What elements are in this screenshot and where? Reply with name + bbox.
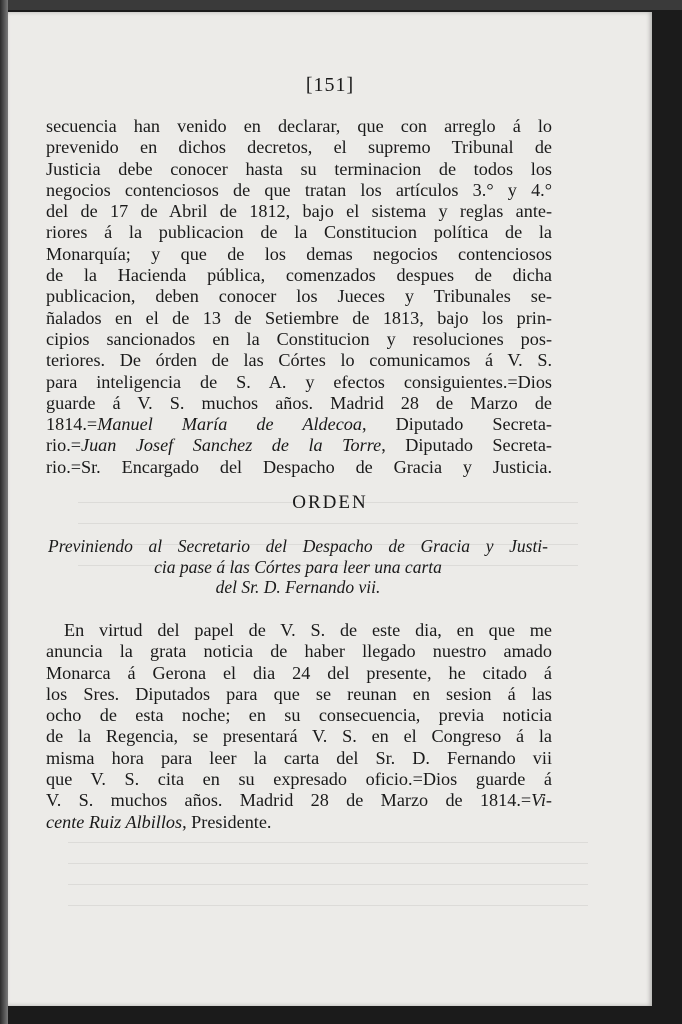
subtitle-line: Previniendo al Secretario del Despacho de Gracia y Justi- — [48, 536, 548, 556]
text-line: Monarquía; y que de los demas negocios contenciosos — [46, 243, 552, 264]
text-line: que V. S. cita en su expresado oficio.=Dios guarde á — [46, 769, 552, 790]
date-text: V. S. muchos años. Madrid 28 de Marzo de 1814.= — [46, 790, 532, 811]
subtitle-line: cia pase á las Córtes para leer una carta — [154, 556, 442, 577]
scan-border-left — [0, 0, 8, 1024]
signatory-title: , Diputado Secreta- — [361, 414, 552, 435]
text-line: teriores. De órden de las Córtes lo comunicamos á V. S. — [46, 350, 552, 371]
signatory-title: , Presidente. — [182, 811, 272, 832]
bleed-through-shadow-lower — [68, 822, 588, 932]
paragraph-2 — [46, 620, 552, 833]
signature-prefix: rio.= — [46, 435, 82, 456]
text-line: anuncia la grata noticia de haber llegado nuestro amado — [46, 641, 552, 662]
text-line: riores á la publicacion de la Constitucion política de la — [46, 222, 552, 243]
signatory-name-part: Vi- — [531, 790, 552, 811]
text-line: En virtud del papel de V. S. de este dia, en que me — [64, 620, 552, 640]
text-line: de la Hacienda pública, comenzados despues de dicha — [46, 265, 552, 286]
signature-line — [46, 435, 552, 456]
text-line: negocios contenciosos de que tratan los artículos 3.° y 4.° — [46, 179, 552, 200]
text-line: misma hora para leer la carta del Sr. D. Fernando vii — [46, 747, 552, 768]
signatory-name: Manuel María de Aldecoa — [97, 414, 362, 435]
signatory-name-part: cente Ruiz Albillos — [46, 811, 183, 832]
scan-border-top — [0, 0, 682, 10]
signature-line — [46, 790, 552, 811]
signature-line — [46, 812, 552, 833]
text-line: ocho de esta noche; en su consecuencia, previa noticia — [46, 705, 552, 726]
text-line: para inteligencia de S. A. y efectos consiguientes.=Dios — [46, 371, 552, 392]
signature-prefix: 1814.= — [46, 414, 98, 435]
addressee-line: rio.=Sr. Encargado del Despacho de Gracia y Justicia. — [46, 456, 552, 477]
signatory-name: Juan Josef Sanchez de la Torre — [81, 435, 382, 456]
text-line: prevenido en dichos decretos, el supremo Tribunal de — [46, 137, 552, 158]
signatory-title: , Diputado Secreta- — [381, 435, 552, 456]
text-line: secuencia han venido en declarar, que con arreglo á lo — [46, 116, 552, 136]
page-number: [151] — [305, 74, 355, 96]
text-line: de la Regencia, se presentará V. S. en el Congreso á la — [46, 726, 552, 747]
text-line: los Sres. Diputados para que se reunan en sesion á las — [46, 683, 552, 704]
book-page — [8, 12, 652, 1006]
text-line: ñalados en el de 13 de Setiembre de 1813, bajo los prin- — [46, 307, 552, 328]
text-line: Monarca á Gerona el dia 24 del presente, he citado á — [46, 662, 552, 683]
section-subtitle — [48, 536, 548, 598]
section-heading: ORDEN — [292, 492, 368, 513]
signature-line — [46, 414, 552, 435]
paragraph-1 — [46, 116, 552, 478]
text-line: Justicia debe conocer hasta su terminacion de todos los — [46, 158, 552, 179]
text-line: guarde á V. S. muchos años. Madrid 28 de Marzo de — [46, 392, 552, 413]
text-line: del de 17 de Abril de 1812, bajo el sistema y reglas ante- — [46, 201, 552, 222]
text-line: cipios sancionados en la Constitucion y resoluciones pos- — [46, 328, 552, 349]
subtitle-line: del Sr. D. Fernando vii. — [215, 577, 381, 597]
text-line: publicacion, deben conocer los Jueces y Tribunales se- — [46, 286, 552, 307]
